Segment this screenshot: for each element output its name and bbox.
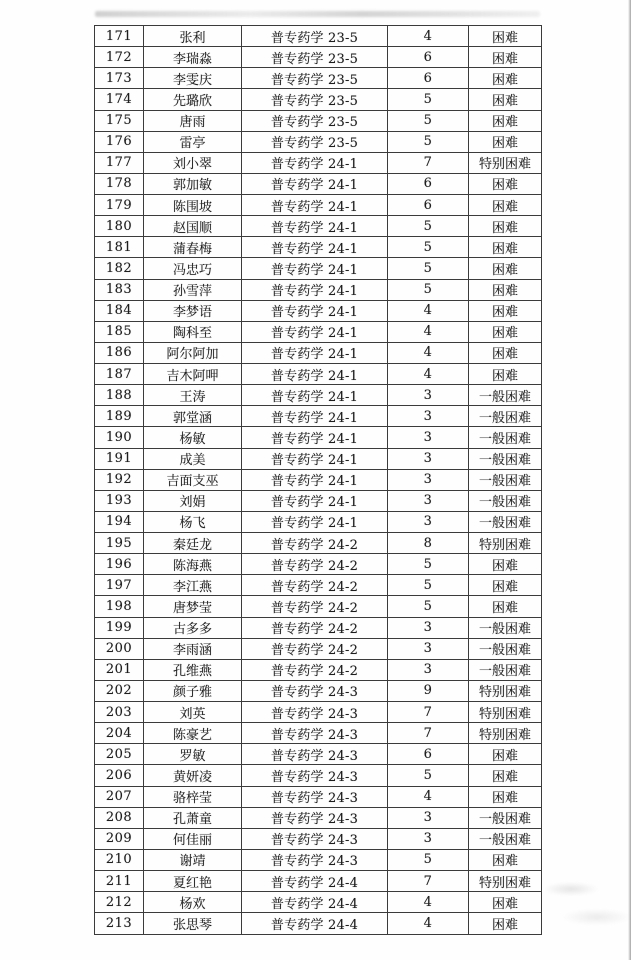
row-number-cell: 207 xyxy=(95,786,144,807)
class-name-cell: 普专药学 24-1 xyxy=(242,152,388,173)
student-name-cell: 李江燕 xyxy=(144,575,242,596)
student-name-cell: 蒲春梅 xyxy=(144,237,242,258)
difficulty-level-cell: 困难 xyxy=(469,892,542,913)
class-name-cell: 普专药学 24-4 xyxy=(242,871,388,892)
difficulty-level-cell: 困难 xyxy=(469,554,542,575)
value-cell: 6 xyxy=(388,173,469,194)
table-row xyxy=(95,279,542,300)
difficulty-level-cell: 一般困难 xyxy=(469,406,542,427)
value-cell: 3 xyxy=(388,638,469,659)
row-number-cell: 192 xyxy=(95,469,144,490)
difficulty-level-cell: 特别困难 xyxy=(469,533,542,554)
student-name-cell: 刘英 xyxy=(144,702,242,723)
row-number-cell: 197 xyxy=(95,575,144,596)
row-number-cell: 184 xyxy=(95,300,144,321)
class-name-cell: 普专药学 24-1 xyxy=(242,195,388,216)
row-number-cell: 180 xyxy=(95,216,144,237)
table-row xyxy=(95,554,542,575)
class-name-cell: 普专药学 24-1 xyxy=(242,279,388,300)
value-cell: 7 xyxy=(388,702,469,723)
difficulty-level-cell: 困难 xyxy=(469,913,542,935)
class-name-cell: 普专药学 24-1 xyxy=(242,300,388,321)
class-name-cell: 普专药学 24-2 xyxy=(242,617,388,638)
difficulty-level-cell: 困难 xyxy=(469,364,542,385)
row-number-cell: 187 xyxy=(95,364,144,385)
value-cell: 3 xyxy=(388,617,469,638)
table-row xyxy=(95,786,542,807)
student-name-cell: 李雨涵 xyxy=(144,638,242,659)
row-number-cell: 183 xyxy=(95,279,144,300)
student-name-cell: 王涛 xyxy=(144,385,242,406)
difficulty-level-cell: 一般困难 xyxy=(469,427,542,448)
student-name-cell: 李雯庆 xyxy=(144,68,242,89)
difficulty-level-cell: 困难 xyxy=(469,849,542,870)
value-cell: 3 xyxy=(388,406,469,427)
student-name-cell: 陈围坡 xyxy=(144,195,242,216)
student-name-cell: 杨飞 xyxy=(144,511,242,532)
class-name-cell: 普专药学 24-3 xyxy=(242,702,388,723)
value-cell: 5 xyxy=(388,237,469,258)
value-cell: 4 xyxy=(388,892,469,913)
table-row xyxy=(95,47,542,68)
class-name-cell: 普专药学 24-2 xyxy=(242,596,388,617)
table-row xyxy=(95,173,542,194)
difficulty-level-cell: 困难 xyxy=(469,89,542,110)
value-cell: 7 xyxy=(388,723,469,744)
student-name-cell: 张思琴 xyxy=(144,913,242,935)
row-number-cell: 198 xyxy=(95,596,144,617)
student-name-cell: 李梦语 xyxy=(144,300,242,321)
row-number-cell: 209 xyxy=(95,828,144,849)
table-row xyxy=(95,892,542,913)
table-row xyxy=(95,448,542,469)
row-number-cell: 188 xyxy=(95,385,144,406)
student-name-cell: 古多多 xyxy=(144,617,242,638)
row-number-cell: 194 xyxy=(95,511,144,532)
class-name-cell: 普专药学 24-2 xyxy=(242,533,388,554)
value-cell: 5 xyxy=(388,216,469,237)
value-cell: 5 xyxy=(388,279,469,300)
student-name-cell: 颜子雅 xyxy=(144,680,242,701)
value-cell: 5 xyxy=(388,849,469,870)
class-name-cell: 普专药学 24-4 xyxy=(242,913,388,935)
table-row xyxy=(95,364,542,385)
row-number-cell: 208 xyxy=(95,807,144,828)
row-number-cell: 205 xyxy=(95,744,144,765)
row-number-cell: 199 xyxy=(95,617,144,638)
row-number-cell: 176 xyxy=(95,131,144,152)
table-row xyxy=(95,828,542,849)
class-name-cell: 普专药学 23-5 xyxy=(242,89,388,110)
student-name-cell: 谢靖 xyxy=(144,849,242,870)
scan-artifact-bottom-right xyxy=(545,875,631,945)
scan-artifact-top xyxy=(95,11,540,17)
difficulty-level-cell: 特别困难 xyxy=(469,680,542,701)
difficulty-level-cell: 困难 xyxy=(469,744,542,765)
difficulty-level-cell: 困难 xyxy=(469,237,542,258)
student-name-cell: 黄妍凌 xyxy=(144,765,242,786)
class-name-cell: 普专药学 24-1 xyxy=(242,342,388,363)
table-row xyxy=(95,659,542,680)
student-name-cell: 郭堂涵 xyxy=(144,406,242,427)
row-number-cell: 212 xyxy=(95,892,144,913)
value-cell: 4 xyxy=(388,300,469,321)
difficulty-level-cell: 一般困难 xyxy=(469,659,542,680)
row-number-cell: 200 xyxy=(95,638,144,659)
student-name-cell: 阿尔阿加 xyxy=(144,342,242,363)
class-name-cell: 普专药学 24-1 xyxy=(242,364,388,385)
student-name-cell: 罗敏 xyxy=(144,744,242,765)
row-number-cell: 171 xyxy=(95,26,144,47)
class-name-cell: 普专药学 24-3 xyxy=(242,807,388,828)
table-row xyxy=(95,89,542,110)
row-number-cell: 206 xyxy=(95,765,144,786)
value-cell: 5 xyxy=(388,575,469,596)
student-name-cell: 何佳丽 xyxy=(144,828,242,849)
difficulty-level-cell: 一般困难 xyxy=(469,617,542,638)
value-cell: 4 xyxy=(388,342,469,363)
difficulty-level-cell: 特别困难 xyxy=(469,152,542,173)
student-name-cell: 赵国顺 xyxy=(144,216,242,237)
value-cell: 6 xyxy=(388,47,469,68)
table-row xyxy=(95,427,542,448)
difficulty-level-cell: 困难 xyxy=(469,173,542,194)
value-cell: 3 xyxy=(388,490,469,511)
student-name-cell: 吉面支巫 xyxy=(144,469,242,490)
table-row xyxy=(95,342,542,363)
class-name-cell: 普专药学 24-2 xyxy=(242,638,388,659)
student-name-cell: 骆梓莹 xyxy=(144,786,242,807)
value-cell: 4 xyxy=(388,364,469,385)
difficulty-level-cell: 特别困难 xyxy=(469,723,542,744)
value-cell: 5 xyxy=(388,89,469,110)
row-number-cell: 196 xyxy=(95,554,144,575)
class-name-cell: 普专药学 24-1 xyxy=(242,427,388,448)
table-row xyxy=(95,575,542,596)
row-number-cell: 203 xyxy=(95,702,144,723)
value-cell: 3 xyxy=(388,511,469,532)
value-cell: 5 xyxy=(388,596,469,617)
difficulty-level-cell: 困难 xyxy=(469,596,542,617)
student-name-cell: 李瑞淼 xyxy=(144,47,242,68)
class-name-cell: 普专药学 24-1 xyxy=(242,385,388,406)
class-name-cell: 普专药学 23-5 xyxy=(242,110,388,131)
student-name-cell: 陈海燕 xyxy=(144,554,242,575)
class-name-cell: 普专药学 24-1 xyxy=(242,406,388,427)
row-number-cell: 195 xyxy=(95,533,144,554)
value-cell: 6 xyxy=(388,195,469,216)
difficulty-level-cell: 困难 xyxy=(469,26,542,47)
class-name-cell: 普专药学 24-1 xyxy=(242,258,388,279)
row-number-cell: 210 xyxy=(95,849,144,870)
table-row xyxy=(95,469,542,490)
student-name-cell: 郭加敏 xyxy=(144,173,242,194)
difficulty-level-cell: 一般困难 xyxy=(469,807,542,828)
value-cell: 5 xyxy=(388,554,469,575)
value-cell: 3 xyxy=(388,659,469,680)
student-name-cell: 孔萧童 xyxy=(144,807,242,828)
value-cell: 3 xyxy=(388,427,469,448)
value-cell: 5 xyxy=(388,765,469,786)
student-name-cell: 刘小翠 xyxy=(144,152,242,173)
table-row xyxy=(95,871,542,892)
row-number-cell: 191 xyxy=(95,448,144,469)
value-cell: 3 xyxy=(388,807,469,828)
class-name-cell: 普专药学 24-3 xyxy=(242,828,388,849)
difficulty-level-cell: 一般困难 xyxy=(469,490,542,511)
value-cell: 9 xyxy=(388,680,469,701)
table-row xyxy=(95,237,542,258)
table-row xyxy=(95,131,542,152)
value-cell: 5 xyxy=(388,131,469,152)
row-number-cell: 182 xyxy=(95,258,144,279)
row-number-cell: 185 xyxy=(95,321,144,342)
class-name-cell: 普专药学 24-3 xyxy=(242,680,388,701)
row-number-cell: 181 xyxy=(95,237,144,258)
value-cell: 6 xyxy=(388,744,469,765)
value-cell: 4 xyxy=(388,913,469,935)
table-row xyxy=(95,617,542,638)
class-name-cell: 普专药学 23-5 xyxy=(242,26,388,47)
difficulty-level-cell: 困难 xyxy=(469,258,542,279)
value-cell: 7 xyxy=(388,152,469,173)
row-number-cell: 189 xyxy=(95,406,144,427)
difficulty-level-cell: 困难 xyxy=(469,216,542,237)
value-cell: 3 xyxy=(388,828,469,849)
table-row xyxy=(95,849,542,870)
value-cell: 6 xyxy=(388,68,469,89)
student-name-cell: 孙雪萍 xyxy=(144,279,242,300)
value-cell: 3 xyxy=(388,385,469,406)
difficulty-level-cell: 困难 xyxy=(469,68,542,89)
row-number-cell: 204 xyxy=(95,723,144,744)
table-row xyxy=(95,533,542,554)
class-name-cell: 普专药学 24-1 xyxy=(242,469,388,490)
class-name-cell: 普专药学 24-1 xyxy=(242,490,388,511)
table-row xyxy=(95,638,542,659)
difficulty-level-cell: 困难 xyxy=(469,765,542,786)
difficulty-level-cell: 一般困难 xyxy=(469,469,542,490)
difficulty-level-cell: 一般困难 xyxy=(469,511,542,532)
row-number-cell: 175 xyxy=(95,110,144,131)
difficulty-level-cell: 困难 xyxy=(469,47,542,68)
student-name-cell: 孔维燕 xyxy=(144,659,242,680)
student-name-cell: 成美 xyxy=(144,448,242,469)
class-name-cell: 普专药学 24-1 xyxy=(242,511,388,532)
class-name-cell: 普专药学 24-3 xyxy=(242,744,388,765)
table-row xyxy=(95,258,542,279)
difficulty-level-cell: 困难 xyxy=(469,575,542,596)
student-roster-table xyxy=(94,25,542,935)
table-row xyxy=(95,152,542,173)
student-name-cell: 夏红艳 xyxy=(144,871,242,892)
row-number-cell: 201 xyxy=(95,659,144,680)
difficulty-level-cell: 一般困难 xyxy=(469,638,542,659)
row-number-cell: 193 xyxy=(95,490,144,511)
table-row xyxy=(95,26,542,47)
value-cell: 5 xyxy=(388,110,469,131)
table-row xyxy=(95,110,542,131)
class-name-cell: 普专药学 24-2 xyxy=(242,554,388,575)
table-row xyxy=(95,744,542,765)
table-row xyxy=(95,300,542,321)
difficulty-level-cell: 特别困难 xyxy=(469,702,542,723)
student-name-cell: 陶科至 xyxy=(144,321,242,342)
class-name-cell: 普专药学 23-5 xyxy=(242,47,388,68)
difficulty-level-cell: 困难 xyxy=(469,195,542,216)
student-name-cell: 唐梦莹 xyxy=(144,596,242,617)
class-name-cell: 普专药学 24-1 xyxy=(242,173,388,194)
value-cell: 3 xyxy=(388,469,469,490)
value-cell: 4 xyxy=(388,26,469,47)
difficulty-level-cell: 特别困难 xyxy=(469,871,542,892)
class-name-cell: 普专药学 24-4 xyxy=(242,892,388,913)
row-number-cell: 190 xyxy=(95,427,144,448)
difficulty-level-cell: 困难 xyxy=(469,342,542,363)
value-cell: 7 xyxy=(388,871,469,892)
table-row xyxy=(95,913,542,935)
class-name-cell: 普专药学 24-2 xyxy=(242,659,388,680)
row-number-cell: 173 xyxy=(95,68,144,89)
student-name-cell: 秦廷龙 xyxy=(144,533,242,554)
class-name-cell: 普专药学 23-5 xyxy=(242,131,388,152)
table-row xyxy=(95,68,542,89)
difficulty-level-cell: 困难 xyxy=(469,786,542,807)
table-row xyxy=(95,680,542,701)
table-row xyxy=(95,596,542,617)
student-name-cell: 刘娟 xyxy=(144,490,242,511)
value-cell: 4 xyxy=(388,786,469,807)
row-number-cell: 179 xyxy=(95,195,144,216)
class-name-cell: 普专药学 24-1 xyxy=(242,448,388,469)
table-row xyxy=(95,406,542,427)
value-cell: 8 xyxy=(388,533,469,554)
class-name-cell: 普专药学 24-2 xyxy=(242,575,388,596)
difficulty-level-cell: 一般困难 xyxy=(469,828,542,849)
student-name-cell: 张利 xyxy=(144,26,242,47)
table-row xyxy=(95,216,542,237)
table-row xyxy=(95,723,542,744)
student-name-cell: 吉木阿呷 xyxy=(144,364,242,385)
value-cell: 5 xyxy=(388,258,469,279)
class-name-cell: 普专药学 24-1 xyxy=(242,321,388,342)
row-number-cell: 174 xyxy=(95,89,144,110)
row-number-cell: 177 xyxy=(95,152,144,173)
difficulty-level-cell: 困难 xyxy=(469,321,542,342)
class-name-cell: 普专药学 24-3 xyxy=(242,786,388,807)
value-cell: 3 xyxy=(388,448,469,469)
row-number-cell: 213 xyxy=(95,913,144,935)
value-cell: 4 xyxy=(388,321,469,342)
table-body xyxy=(95,26,542,935)
table-row xyxy=(95,321,542,342)
difficulty-level-cell: 困难 xyxy=(469,110,542,131)
row-number-cell: 211 xyxy=(95,871,144,892)
difficulty-level-cell: 困难 xyxy=(469,300,542,321)
student-name-cell: 唐雨 xyxy=(144,110,242,131)
student-name-cell: 先璐欣 xyxy=(144,89,242,110)
student-name-cell: 杨敏 xyxy=(144,427,242,448)
difficulty-level-cell: 困难 xyxy=(469,279,542,300)
table-row xyxy=(95,511,542,532)
row-number-cell: 202 xyxy=(95,680,144,701)
class-name-cell: 普专药学 24-1 xyxy=(242,237,388,258)
student-name-cell: 陈豪艺 xyxy=(144,723,242,744)
class-name-cell: 普专药学 23-5 xyxy=(242,68,388,89)
row-number-cell: 186 xyxy=(95,342,144,363)
table-row xyxy=(95,765,542,786)
row-number-cell: 172 xyxy=(95,47,144,68)
class-name-cell: 普专药学 24-3 xyxy=(242,723,388,744)
class-name-cell: 普专药学 24-1 xyxy=(242,216,388,237)
table-row xyxy=(95,195,542,216)
class-name-cell: 普专药学 24-3 xyxy=(242,765,388,786)
class-name-cell: 普专药学 24-3 xyxy=(242,849,388,870)
student-name-cell: 杨欢 xyxy=(144,892,242,913)
student-name-cell: 雷亭 xyxy=(144,131,242,152)
table-row xyxy=(95,490,542,511)
difficulty-level-cell: 一般困难 xyxy=(469,385,542,406)
student-name-cell: 冯忠巧 xyxy=(144,258,242,279)
difficulty-level-cell: 困难 xyxy=(469,131,542,152)
table-row xyxy=(95,385,542,406)
row-number-cell: 178 xyxy=(95,173,144,194)
table-row xyxy=(95,807,542,828)
table-row xyxy=(95,702,542,723)
difficulty-level-cell: 一般困难 xyxy=(469,448,542,469)
